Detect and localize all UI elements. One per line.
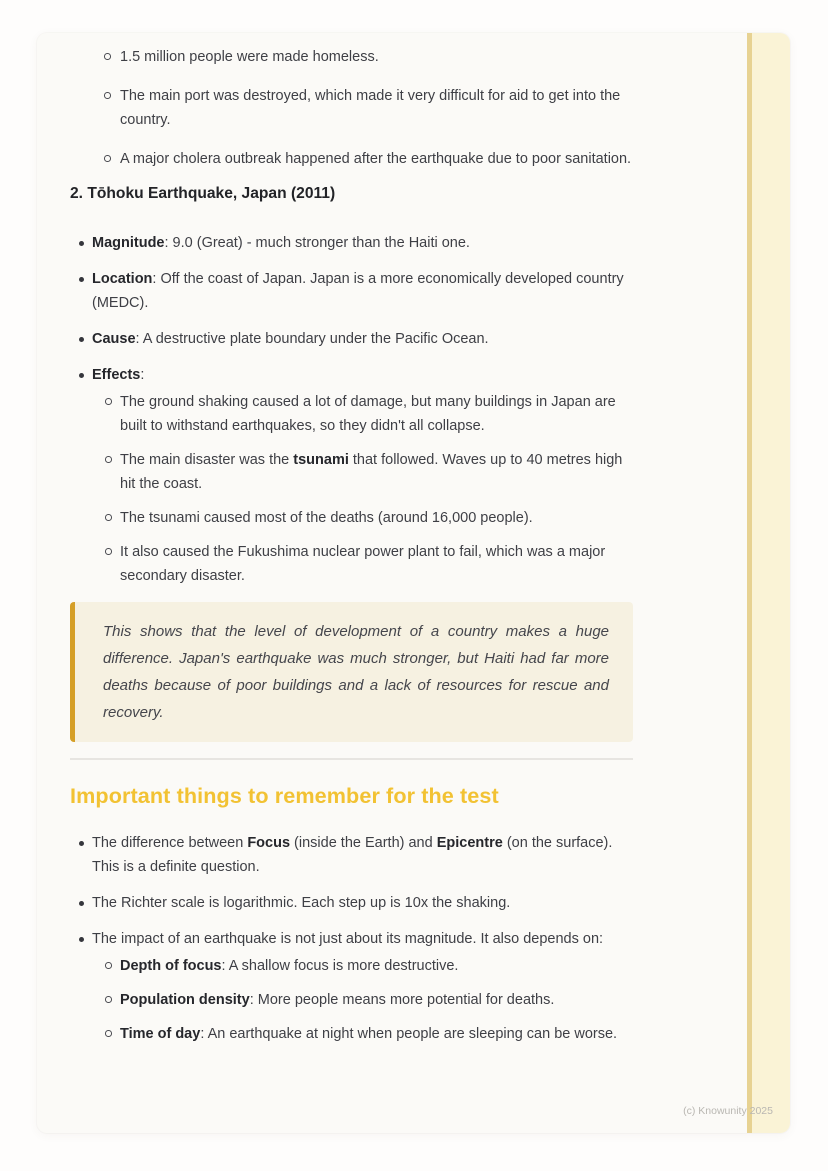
document-page (37, 33, 790, 1133)
list-item (70, 363, 633, 588)
text-run: A major cholera outbreak happened after the earthquake due to poor sanitation. (120, 151, 632, 167)
text-run: The main port was destroyed, which made it very difficult for aid to get into the country. (120, 88, 621, 128)
text-run: (inside the Earth) and (290, 835, 437, 851)
list-item (92, 506, 633, 530)
bold-term: Population density (120, 992, 250, 1008)
list-item (92, 390, 633, 438)
text-run: : (140, 367, 145, 383)
text-run: : 9.0 (Great) - much stronger than the Haiti one. (164, 235, 470, 251)
list-item (70, 831, 633, 879)
text-run: It also caused the Fukushima nuclear power plant to fail, which was a major secondary disaster. (120, 544, 606, 584)
sub-list (92, 954, 633, 1046)
list-item (70, 267, 633, 315)
list-item (70, 327, 633, 351)
section-divider (70, 758, 633, 760)
text-run: The main disaster was the (120, 452, 294, 468)
bold-term: tsunami (293, 452, 349, 468)
list-item (92, 45, 633, 69)
haiti-effects-list (92, 45, 633, 171)
bold-term: Effects (92, 367, 141, 383)
list-item (92, 84, 633, 132)
text-run: : A shallow focus is more destructive. (221, 958, 459, 974)
list-item (92, 540, 633, 588)
text-run: The impact of an earthquake is not just about its magnitude. It also depends on: (92, 931, 604, 947)
watermark: (c) Knowunity 2025 (683, 1105, 773, 1117)
sub-list (92, 390, 633, 588)
list-item (70, 891, 633, 915)
test-reminders-list (70, 831, 633, 1046)
text-run: The ground shaking caused a lot of damage, but many buildings in Japan are built to withstand earthquakes, so they didn't all collapse. (120, 394, 616, 434)
list-item (92, 1022, 633, 1046)
bold-term: Time of day (120, 1026, 201, 1042)
tohoku-facts-list (70, 231, 633, 588)
page-content (70, 45, 633, 1046)
bold-term: Location (92, 271, 153, 287)
list-item (92, 988, 633, 1012)
text-run: 1.5 million people were made homeless. (120, 49, 379, 65)
page-edge-stripe (747, 33, 790, 1133)
text-run: : Off the coast of Japan. Japan is a more economically developed country (MEDC). (92, 271, 624, 311)
text-run: : A destructive plate boundary under the Pacific Ocean. (135, 331, 489, 347)
bold-term: Depth of focus (120, 958, 222, 974)
list-item (70, 927, 633, 1046)
tohoku-section-heading: 2. Tōhoku Earthquake, Japan (2011) (70, 185, 336, 202)
bold-term: Focus (247, 835, 291, 851)
text-run: The tsunami caused most of the deaths (around 16,000 people). (120, 510, 533, 526)
text-run: : More people means more potential for deaths. (249, 992, 555, 1008)
key-takeaway-quote (70, 602, 633, 742)
list-item (92, 147, 633, 171)
list-item (92, 954, 633, 978)
list-item (70, 231, 633, 255)
quote-text: This shows that the level of development of a country makes a huge difference. Japan's earthquake was much stronger, but Haiti had far more deaths because of poor buildings and a lack of resources for rescue and recovery. (103, 623, 609, 721)
text-run: that followed. Waves up to 40 metres high hit the coast. (120, 452, 623, 492)
text-run: The Richter scale is logarithmic. Each step up is 10x the shaking. (92, 895, 511, 911)
text-run: (on the surface). This is a definite question. (92, 835, 613, 875)
bold-term: Magnitude (92, 235, 165, 251)
test-reminders-heading: Important things to remember for the test (70, 783, 499, 808)
bold-term: Cause (92, 331, 136, 347)
text-run: The difference between (92, 835, 248, 851)
bold-term: Epicentre (436, 835, 503, 851)
text-run: : An earthquake at night when people are sleeping can be worse. (200, 1026, 618, 1042)
list-item (92, 448, 633, 496)
